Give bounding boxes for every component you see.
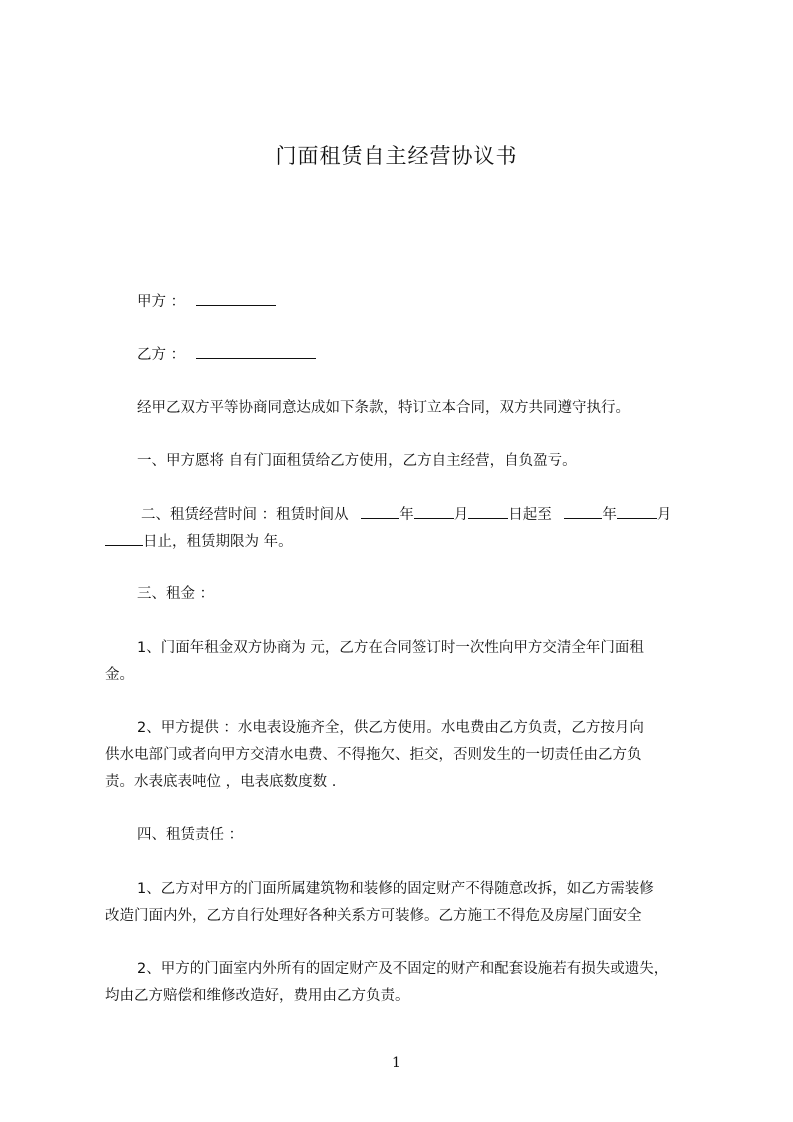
party-a-label: 甲方 ：: [137, 294, 186, 310]
intro-paragraph: 经甲乙双方平等协商同意达成如下条款，特订立本合同，双方共同遵守执行。: [137, 400, 630, 416]
end-month-blank: [617, 504, 657, 519]
end-year-label: 年: [602, 507, 617, 523]
page-number: 1: [392, 1055, 401, 1071]
party-b-blank: [196, 344, 316, 359]
start-month-label: 月: [453, 507, 469, 523]
start-day-blank: [468, 504, 508, 519]
clause-2-prefix: 二、租赁经营时间 ：租赁时间从: [141, 507, 349, 523]
clause-4-item-1-line-2: 改造门面内外，乙方自行处理好各种关系方可装修。乙方施工不得危及房屋门面安全: [105, 908, 642, 924]
clause-3-item-2-line-1: 2、甲方提供 ：水电表设施齐全，供乙方使用。水电费由乙方负责，乙方按月向: [137, 720, 644, 736]
party-b-line: [137, 344, 316, 365]
end-day-blank: [105, 531, 143, 546]
clause-4-item-2-line-2: 均由乙方赔偿和维修改造好，费用由乙方负责。: [105, 988, 410, 1004]
clause-2-line-1: [141, 504, 671, 525]
start-day-label: 日起至: [508, 507, 552, 523]
end-month-label: 月: [656, 507, 672, 523]
party-b-label: 乙方 ：: [137, 347, 186, 363]
clause-2-line-2: [105, 531, 293, 552]
clause-2-suffix: 日止，租赁期限为 年。: [143, 534, 293, 550]
start-year-blank: [361, 504, 399, 519]
clause-4-item-1-line-1: 1、乙方对甲方的门面所属建筑物和装修的固定财产不得随意改拆，如乙方需装修: [137, 881, 654, 897]
clause-1: 一、甲方愿将 自有门面租赁给乙方使用，乙方自主经营，自负盈亏。: [137, 453, 577, 469]
clause-3-item-1-line-1: 1、门面年租金双方协商为 元，乙方在合同签订时一次性向甲方交清全年门面租: [137, 640, 644, 656]
clause-4-heading: 四、租赁责任 ：: [137, 827, 244, 843]
party-a-blank: [196, 291, 276, 306]
clause-3-heading: 三、租金 ：: [137, 586, 215, 602]
end-year-blank: [564, 504, 602, 519]
document-title: 门面租赁自主经营协议书: [275, 144, 518, 168]
start-year-label: 年: [399, 507, 414, 523]
clause-4-item-2-line-1: 2、甲方的门面室内外所有的固定财产及不固定的财产和配套设施若有损失或遗失，: [137, 961, 669, 977]
start-month-blank: [414, 504, 454, 519]
clause-3-item-2-line-2: 供水电部门或者向甲方交清水电费、不得拖欠、拒交，否则发生的一切责任由乙方负: [105, 747, 642, 763]
clause-3-item-2-line-3: 责。水表底表吨位 ，电表底数度数 .: [105, 774, 337, 790]
party-a-line: [137, 291, 276, 312]
clause-3-item-1-line-2: 金。: [105, 667, 134, 683]
